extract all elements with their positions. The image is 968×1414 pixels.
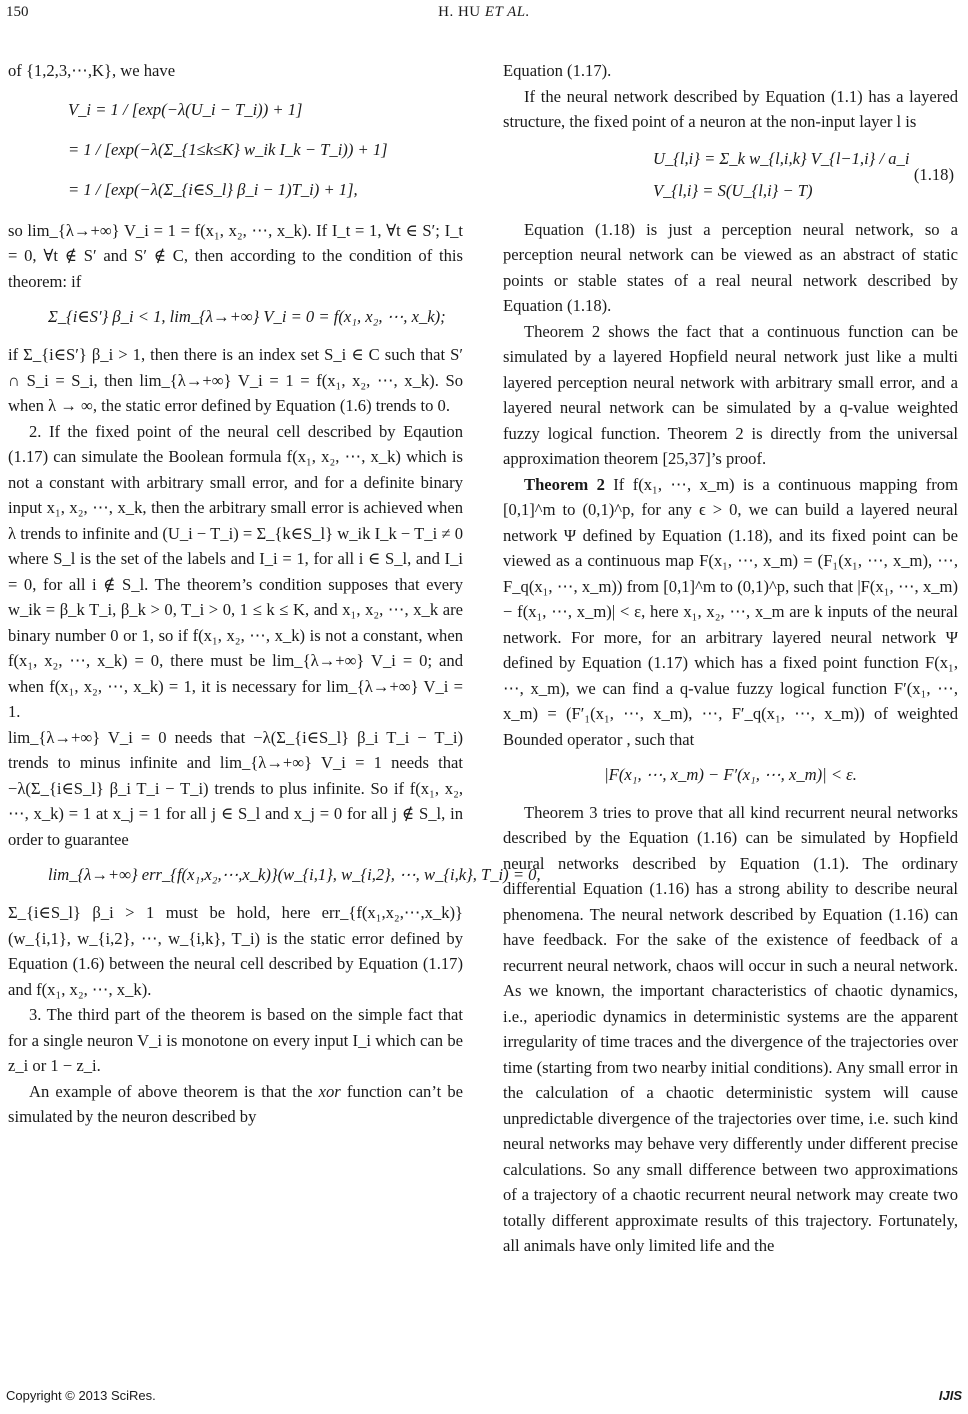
paragraph-must-hold: Σ_{i∈S_l} β_i > 1 must be hold, here err_{f(x₁,x₂,⋯,x_k)}(w_{i,1}, w_{i,2}, ⋯, w_{i,k}, T_i) is the static error defined by Equation (1.6) between the neural cell described by Equation (1.17) and f(x₁, x₂, ⋯, x_k). xyxy=(8,903,463,999)
text-segment: An example of above theorem is that the xyxy=(29,1081,319,1101)
paragraph-eq117: Equation (1.17). xyxy=(503,61,612,80)
page-number: 150 xyxy=(6,4,29,20)
journal-abbrev: IJIS xyxy=(938,1388,962,1403)
page-footer xyxy=(6,1388,962,1403)
left-column xyxy=(8,58,541,1130)
equation-block-vi xyxy=(8,90,463,210)
equation-line: = 1 / [exp(−λ(Σ_{1≤k≤K} w_ik I_k − T_i)) + 1] xyxy=(68,139,388,159)
equation-line: U_{l,i} = Σ_k w_{l,i,k} V_{l−1,i} / a_i xyxy=(653,148,910,168)
equation-static-error: lim_{λ→+∞} err_{f(x₁,x₂,⋯,x_k)}(w_{i,1}, w_{i,2}, ⋯, w_{i,k}, T_i) = 0, xyxy=(48,865,541,884)
theorem-text: If f(x₁, ⋯, x_m) is a continuous mapping from [0,1]^m to (0,1)^p, for any ϵ > 0, we can build a layered neural network Ψ defined by Equation (1.18), and its fixed point can be viewed as a continuous map F(x₁, ⋯, x_m) = (F₁(x₁, ⋯, x_m), ⋯, F_q(x₁, ⋯, x_m)) from [0,1]^m to (0,1)^p, such that |F(x₁, ⋯, x_m) − f(x₁, ⋯, x_m)| < ε, here x₁, x₂, ⋯, x_m are k inputs of the neural network. For more, for an arbitrary layered neural network Ψ defined by Equation (1.17) which has a fixed point function F(x₁, ⋯, x_m), we can find a q-value fuzzy logical function F′(x₁, ⋯, x_m) = (F′₁(x₁, ⋯, x_m), ⋯, F′_q(x₁, ⋯, x_m)) of weighted Bounded operator , such that xyxy=(503,474,958,749)
equation-theorem2-bound: |F(x₁, ⋯, x_m) − F′(x₁, ⋯, x_m)| < ε. xyxy=(604,765,857,784)
paragraph-if-sum: if Σ_{i∈S′} β_i > 1, then there is an index set S_i ∈ C such that S′ ∩ S_i = S_i, then lim_{λ→+∞} V_i = 1 = f(x₁, x₂, ⋯, x_k). So when λ → ∞, the static error defined by Equation (1.6) trends to 0. xyxy=(8,345,463,415)
paragraph-perception: Equation (1.18) is just a perception neural network, so a perception neural network can be viewed as an abstract of static points or stable states of a real neural network described by Equation (1.18). xyxy=(503,219,958,315)
paragraph-of-set: of {1,2,3,⋯,K}, we have xyxy=(8,61,176,80)
xor-term: xor xyxy=(318,1081,341,1101)
running-head xyxy=(0,4,968,21)
copyright-notice: Copyright © 2013 SciRes. xyxy=(6,1388,156,1403)
equation-line: V_{l,i} = S(U_{l,i} − T) xyxy=(653,180,813,200)
theorem-label: Theorem 2 xyxy=(524,474,605,494)
equation-sum-beta: Σ_{i∈S′} β_i < 1, lim_{λ→+∞} V_i = 0 = f(x₁, x₂, ⋯, x_k); xyxy=(48,307,446,326)
paragraph-xor-example xyxy=(8,1079,463,1130)
running-head-author: H. HU xyxy=(438,4,481,20)
paragraph-part-2: 2. If the fixed point of the neural cell described by Eqaution (1.17) can simulate the Boolean formula f(x₁, x₂, ⋯, x_k) which is not a constant with arbitrary small error, and for a definite binary input x₁, x₂, ⋯, x_k, then the arbitrary small error is achieved when λ trends to infinite and (U_i − T_i) = Σ_{k∈S_l} w_ik I_k − T_i ≠ 0 where S_l is the set of the labels and I_i = 1, for all i ∈ S_l, and I_i = 0, for all i ∉ S_l. The theorem’s condition supposes that every w_ik = β_k T_i, β_k > 0, T_i > 0, 1 ≤ k ≤ K, and x₁, x₂, ⋯, x_k are binary number 0 or 1, so if f(x₁, x₂, ⋯, x_k) is not a constant, when f(x₁, x₂, ⋯, x_k) = 0, there must be lim_{λ→+∞} V_i = 0; and when f(x₁, x₂, ⋯, x_k) = 1, it is necessary for lim_{λ→+∞} V_i = 1. xyxy=(8,421,463,721)
right-column xyxy=(503,58,958,1259)
paragraph-theorem2-shows: Theorem 2 shows the fact that a continuous function can be simulated by a layered Hopfield neural network just like a multi layered perception neural network with arbitrary small error, and a layered neural network can be simulated by a q-value weighted fuzzy logical function. Theorem 2 is directly from the universal approximation theorem [25,37]’s proof. xyxy=(503,321,958,468)
equation-1-18 xyxy=(503,143,958,207)
text-segment: function can’t be simulated by the neuron described by xyxy=(8,1081,463,1126)
equation-line: V_i = 1 / [exp(−λ(U_i − T_i)) + 1] xyxy=(68,99,303,119)
paragraph-part-3: 3. The third part of the theorem is based on the simple fact that for a single neuron V_i is monotone on every input I_i which can be z_i or 1 − z_i. xyxy=(8,1005,463,1075)
equation-line: = 1 / [exp(−λ(Σ_{i∈S_l} β_i − 1)T_i) + 1], xyxy=(68,179,358,199)
theorem-2 xyxy=(503,472,958,753)
running-head-etal: ET AL. xyxy=(484,4,530,20)
paragraph-so-limit: so lim_{λ→+∞} V_i = 1 = f(x₁, x₂, ⋯, x_k). If I_t = 1, ∀t ∈ S′; I_t = 0, ∀t ∉ S′ and S′ ∉ C, then according to the condition of this theorem: if xyxy=(8,220,463,291)
paragraph-theorem3: Theorem 3 tries to prove that all kind recurrent neural networks described by the Equation (1.16) can be simulated by Hopfield neural networks described by Equation (1.1). The ordinary differential Equation (1.16) has a strong ability to describe neural phenomena. The neural network described by Equation (1.16) can have feedback. For the sake of the existence of feedback of a recurrent neural network, chaos will occur in such a neural network. As we known, the important characteristics of chaotic dynamics, i.e., aperiodic dynamics in deterministic systems are the apparent irregularity of time traces and the divergence of the trajectories over time (starting from two nearby initial conditions). Any small error in the calculation of a chaotic deterministic system will cause unpredictable divergence of the trajectories over time, i.e. such kind neural networks may behave very differently under different precise calculations. So any small difference between two approximations of a trajectory of a chaotic recurrent neural network may create two totally different approximate results of this trajectory. Fortunately, all animals have only limited life and the xyxy=(503,802,958,1255)
paragraph-limits: lim_{λ→+∞} V_i = 0 needs that −λ(Σ_{i∈S_l} β_i T_i − T_i) trends to minus infinite and lim_{λ→+∞} V_i = 1 needs that −λ(Σ_{i∈S_l} β_i T_i − T_i) trends to plus infinite. So if f(x₁, x₂, ⋯, x_k) = 1 at x_j = 1 for all j ∈ S_l and x_j = 0 for all j ∉ S_l, in order to guarantee xyxy=(8,727,463,849)
equation-1-18-body xyxy=(503,143,909,207)
equation-number: (1.18) xyxy=(913,164,954,184)
paragraph-layered-structure: If the neural network described by Equation (1.1) has a layered structure, the fixed point of a neuron at the non-input layer l is xyxy=(503,86,958,131)
